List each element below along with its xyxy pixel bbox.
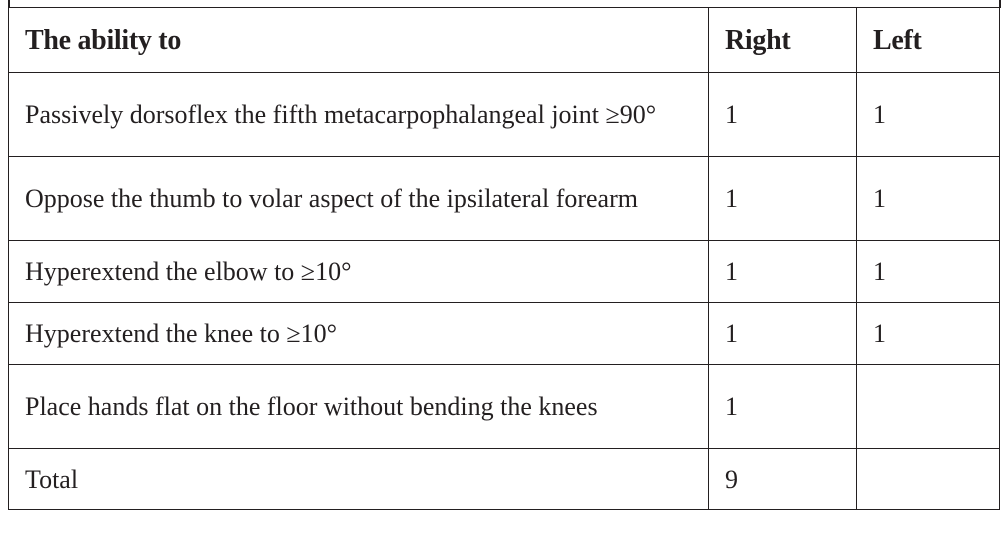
hypermobility-score-table <box>8 7 1000 510</box>
table-row <box>9 303 1000 365</box>
left-score-cell: 1 <box>857 73 1000 157</box>
ability-cell: Oppose the thumb to volar aspect of the ipsilateral forearm <box>9 157 709 241</box>
header-right: Right <box>709 8 857 73</box>
ability-cell: Hyperextend the knee to ≥10° <box>9 303 709 365</box>
right-score-cell: 1 <box>709 303 857 365</box>
table-row <box>9 241 1000 303</box>
total-label-cell: Total <box>9 449 709 510</box>
total-value-cell: 9 <box>709 449 857 510</box>
left-score-cell: 1 <box>857 157 1000 241</box>
right-score-cell: 1 <box>709 241 857 303</box>
total-empty-cell <box>857 449 1000 510</box>
table-row <box>9 365 1000 449</box>
table-row-total <box>9 449 1000 510</box>
header-ability: The ability to <box>9 8 709 73</box>
right-score-cell: 1 <box>709 157 857 241</box>
right-score-cell: 1 <box>709 365 857 449</box>
table-header-row <box>9 8 1000 73</box>
left-score-cell <box>857 365 1000 449</box>
right-score-cell: 1 <box>709 73 857 157</box>
left-score-cell: 1 <box>857 241 1000 303</box>
table-row <box>9 73 1000 157</box>
ability-cell: Place hands flat on the floor without bending the knees <box>9 365 709 449</box>
header-left: Left <box>857 8 1000 73</box>
left-score-cell: 1 <box>857 303 1000 365</box>
ability-cell: Passively dorsoflex the fifth metacarpophalangeal joint ≥90° <box>9 73 709 157</box>
ability-cell: Hyperextend the elbow to ≥10° <box>9 241 709 303</box>
table-row <box>9 157 1000 241</box>
